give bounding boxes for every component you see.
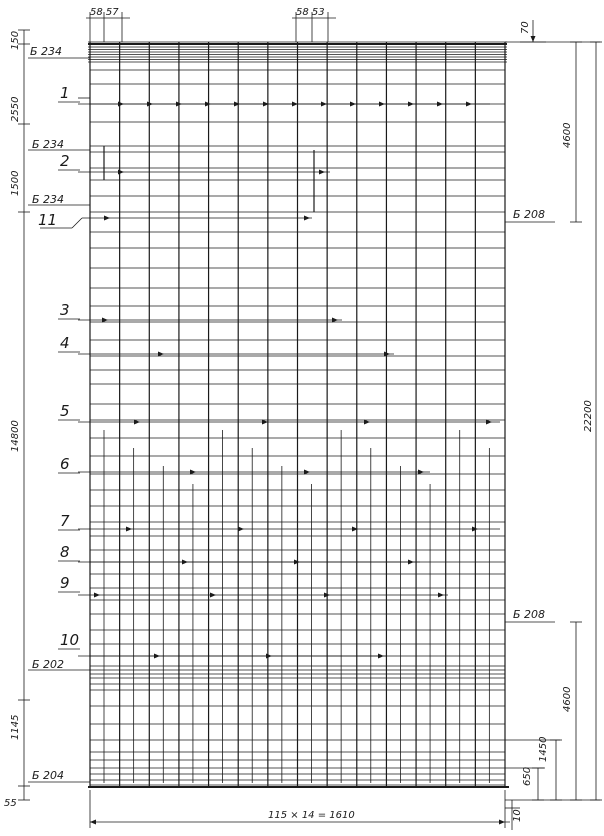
- mark-b208-top: Б 208: [513, 208, 546, 221]
- dim-arrowhead: [90, 820, 96, 825]
- top-dim-left-pair: 58 57: [90, 7, 119, 18]
- position-label-5: 5: [60, 402, 70, 420]
- leader-arrowhead: [94, 593, 100, 598]
- mark-b234-top: Б 234: [30, 45, 63, 58]
- leader-arrowhead: [350, 102, 356, 107]
- leader-arrowhead: [118, 102, 124, 107]
- position-label-4: 4: [60, 334, 70, 352]
- leader-arrowhead: [266, 654, 272, 659]
- right-dim-4600-top: 4600: [562, 122, 573, 148]
- position-label-6: 6: [60, 455, 70, 473]
- leader-line: [72, 218, 82, 228]
- position-label-11: 11: [38, 211, 58, 229]
- reinforcement-grid: [88, 42, 509, 787]
- leader-arrowhead: [118, 170, 124, 175]
- top-dim-gap: 70: [520, 21, 531, 34]
- position-label-10: 10: [60, 631, 80, 649]
- leader-arrowhead: [238, 527, 244, 532]
- leader-arrowhead: [234, 102, 240, 107]
- left-dim-14800: 14800: [10, 420, 21, 452]
- right-dim-650: 650: [522, 766, 533, 786]
- position-label-7: 7: [60, 512, 70, 530]
- position-label-2: 2: [60, 152, 70, 170]
- position-label-3: 3: [60, 301, 70, 319]
- left-dim-1145: 1145: [10, 714, 21, 740]
- leader-arrowhead: [304, 216, 310, 221]
- left-dim-1500: 1500: [10, 170, 21, 196]
- leader-arrowhead: [147, 102, 153, 107]
- leader-arrowhead: [126, 527, 132, 532]
- top-dim-right-pair: 58 53: [296, 7, 325, 18]
- leader-arrowhead: [466, 102, 472, 107]
- leader-arrowhead: [378, 654, 384, 659]
- mark-b234-mid: Б 234: [32, 138, 65, 151]
- dimension-lines: [18, 12, 602, 830]
- leader-arrowhead: [321, 102, 327, 107]
- leader-arrowhead: [408, 102, 414, 107]
- leader-arrowhead: [319, 170, 325, 175]
- position-label-8: 8: [60, 543, 70, 561]
- position-label-9: 9: [60, 574, 70, 592]
- leader-arrowhead: [210, 593, 216, 598]
- leader-arrowhead: [438, 593, 444, 598]
- mark-b234-low: Б 234: [32, 193, 65, 206]
- position-label-1: 1: [60, 84, 70, 102]
- left-dim-2550: 2550: [10, 96, 21, 122]
- mark-b204: Б 204: [32, 769, 65, 782]
- leader-arrowhead: [437, 102, 443, 107]
- right-dim-22200: 22200: [583, 400, 594, 432]
- left-dim-150: 150: [10, 30, 21, 50]
- leader-arrowhead: [154, 654, 160, 659]
- leader-arrowhead: [408, 560, 414, 565]
- mark-b202: Б 202: [32, 658, 65, 671]
- bottom-dim-span: 115 × 14 = 1610: [268, 810, 355, 821]
- dim-arrowhead: [531, 36, 536, 42]
- bottom-dim-10: 10: [512, 809, 523, 822]
- leader-arrowhead: [182, 560, 188, 565]
- right-dim-1450: 1450: [538, 736, 549, 762]
- leader-arrowhead: [104, 216, 110, 221]
- leader-arrowhead: [379, 102, 385, 107]
- right-dim-4600-bot: 4600: [562, 686, 573, 712]
- dim-arrowhead: [499, 820, 505, 825]
- left-dim-55: 55: [4, 798, 17, 809]
- mark-b208-bottom: Б 208: [513, 608, 546, 621]
